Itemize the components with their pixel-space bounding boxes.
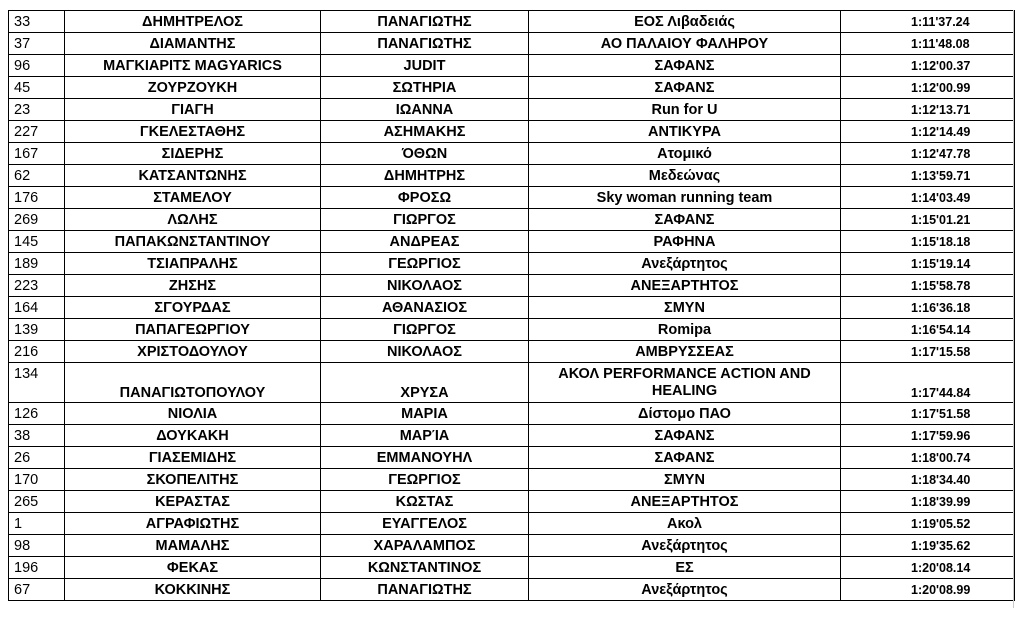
finish-time-cell: 1:12'00.37 bbox=[841, 55, 1015, 77]
club-cell: ΣΑΦΑΝΣ bbox=[529, 447, 841, 469]
last-name-cell: ΚΑΤΣΑΝΤΩΝΗΣ bbox=[65, 165, 321, 187]
club-cell: ΕΣ bbox=[529, 557, 841, 579]
club-cell: ΣΑΦΑΝΣ bbox=[529, 425, 841, 447]
table-row bbox=[9, 33, 1015, 55]
bib-number-cell: 196 bbox=[9, 557, 65, 579]
finish-time-cell: 1:12'00.99 bbox=[841, 77, 1015, 99]
club-cell: Ανεξάρτητος bbox=[529, 253, 841, 275]
last-name-cell: ΣΚΟΠΕΛΙΤΗΣ bbox=[65, 469, 321, 491]
bib-number-cell: 98 bbox=[9, 535, 65, 557]
first-name-cell: ΦΡΟΣΩ bbox=[321, 187, 529, 209]
table-row bbox=[9, 425, 1015, 447]
table-row bbox=[9, 11, 1015, 33]
bib-number-cell: 134 bbox=[9, 363, 65, 403]
first-name-cell: ΓΙΩΡΓΟΣ bbox=[321, 209, 529, 231]
table-row bbox=[9, 319, 1015, 341]
first-name-cell: ΓΕΩΡΓΙΟΣ bbox=[321, 253, 529, 275]
bib-number-cell: 139 bbox=[9, 319, 65, 341]
bib-number-cell: 26 bbox=[9, 447, 65, 469]
first-name-cell: ΝΙΚΟΛΑΟΣ bbox=[321, 341, 529, 363]
bib-number-cell: 96 bbox=[9, 55, 65, 77]
table-row bbox=[9, 99, 1015, 121]
finish-time-cell: 1:18'34.40 bbox=[841, 469, 1015, 491]
club-cell: ΣΑΦΑΝΣ bbox=[529, 209, 841, 231]
finish-time-cell: 1:11'48.08 bbox=[841, 33, 1015, 55]
finish-time-cell: 1:18'39.99 bbox=[841, 491, 1015, 513]
last-name-cell: ΓΙΑΓΗ bbox=[65, 99, 321, 121]
table-row bbox=[9, 363, 1015, 403]
bib-number-cell: 269 bbox=[9, 209, 65, 231]
first-name-cell: JUDIT bbox=[321, 55, 529, 77]
bib-number-cell: 145 bbox=[9, 231, 65, 253]
bib-number-cell: 265 bbox=[9, 491, 65, 513]
club-cell: ΣΑΦΑΝΣ bbox=[529, 77, 841, 99]
bib-number-cell: 189 bbox=[9, 253, 65, 275]
first-name-cell: ΕΥΑΓΓΕΛΟΣ bbox=[321, 513, 529, 535]
results-sheet bbox=[8, 10, 1015, 601]
bib-number-cell: 170 bbox=[9, 469, 65, 491]
first-name-cell: ΌΘΩΝ bbox=[321, 143, 529, 165]
table-row bbox=[9, 55, 1015, 77]
last-name-cell: ΤΣΙΑΠΡΑΛΗΣ bbox=[65, 253, 321, 275]
finish-time-cell: 1:16'36.18 bbox=[841, 297, 1015, 319]
first-name-cell: ΠΑΝΑΓΙΩΤΗΣ bbox=[321, 579, 529, 601]
bib-number-cell: 67 bbox=[9, 579, 65, 601]
table-row bbox=[9, 253, 1015, 275]
finish-time-cell: 1:12'14.49 bbox=[841, 121, 1015, 143]
bib-number-cell: 62 bbox=[9, 165, 65, 187]
table-row bbox=[9, 231, 1015, 253]
table-row bbox=[9, 535, 1015, 557]
club-cell: Ανεξάρτητος bbox=[529, 579, 841, 601]
first-name-cell: ΧΡΥΣΑ bbox=[321, 363, 529, 403]
finish-time-cell: 1:15'58.78 bbox=[841, 275, 1015, 297]
bib-number-cell: 37 bbox=[9, 33, 65, 55]
bib-number-cell: 216 bbox=[9, 341, 65, 363]
table-row bbox=[9, 491, 1015, 513]
table-row bbox=[9, 469, 1015, 491]
finish-time-cell: 1:17'44.84 bbox=[841, 363, 1015, 403]
last-name-cell: ΠΑΠΑΓΕΩΡΓΙΟΥ bbox=[65, 319, 321, 341]
last-name-cell: ΣΙΔΕΡΗΣ bbox=[65, 143, 321, 165]
finish-time-cell: 1:19'05.52 bbox=[841, 513, 1015, 535]
bib-number-cell: 45 bbox=[9, 77, 65, 99]
table-row bbox=[9, 341, 1015, 363]
last-name-cell: ΚΟΚΚΙΝΗΣ bbox=[65, 579, 321, 601]
finish-time-cell: 1:14'03.49 bbox=[841, 187, 1015, 209]
club-cell: Μεδεώνας bbox=[529, 165, 841, 187]
table-row bbox=[9, 209, 1015, 231]
last-name-cell: ΠΑΝΑΓΙΩΤΟΠΟΥΛΟΥ bbox=[65, 363, 321, 403]
first-name-cell: ΝΙΚΟΛΑΟΣ bbox=[321, 275, 529, 297]
last-name-cell: ΣΓΟΥΡΔΑΣ bbox=[65, 297, 321, 319]
results-table bbox=[8, 10, 1015, 601]
last-name-cell: ΔΟΥΚΑΚΗ bbox=[65, 425, 321, 447]
finish-time-cell: 1:15'18.18 bbox=[841, 231, 1015, 253]
table-row bbox=[9, 579, 1015, 601]
club-cell: ΑΚΟΛ PERFORMANCE ACTION AND HEALING bbox=[529, 363, 841, 403]
bib-number-cell: 223 bbox=[9, 275, 65, 297]
table-row bbox=[9, 403, 1015, 425]
finish-time-cell: 1:13'59.71 bbox=[841, 165, 1015, 187]
last-name-cell: ΔΙΑΜΑΝΤΗΣ bbox=[65, 33, 321, 55]
first-name-cell: ΓΕΩΡΓΙΟΣ bbox=[321, 469, 529, 491]
finish-time-cell: 1:16'54.14 bbox=[841, 319, 1015, 341]
bib-number-cell: 1 bbox=[9, 513, 65, 535]
last-name-cell: ΧΡΙΣΤΟΔΟΥΛΟΥ bbox=[65, 341, 321, 363]
bib-number-cell: 23 bbox=[9, 99, 65, 121]
finish-time-cell: 1:15'01.21 bbox=[841, 209, 1015, 231]
club-cell: Run for U bbox=[529, 99, 841, 121]
finish-time-cell: 1:17'51.58 bbox=[841, 403, 1015, 425]
club-cell: Ανεξάρτητος bbox=[529, 535, 841, 557]
club-cell: ΣΜΥΝ bbox=[529, 469, 841, 491]
last-name-cell: ΜΑΜΑΛΗΣ bbox=[65, 535, 321, 557]
last-name-cell: ΦΕΚΑΣ bbox=[65, 557, 321, 579]
last-name-cell: ΠΑΠΑΚΩΝΣΤΑΝΤΙΝΟΥ bbox=[65, 231, 321, 253]
last-name-cell: ΓΚΕΛΕΣΤΑΘΗΣ bbox=[65, 121, 321, 143]
first-name-cell: ΜΑΡΊΑ bbox=[321, 425, 529, 447]
table-row bbox=[9, 275, 1015, 297]
last-name-cell: ΖΟΥΡΖΟΥΚΗ bbox=[65, 77, 321, 99]
first-name-cell: ΚΩΣΤΑΣ bbox=[321, 491, 529, 513]
first-name-cell: ΓΙΩΡΓΟΣ bbox=[321, 319, 529, 341]
finish-time-cell: 1:15'19.14 bbox=[841, 253, 1015, 275]
last-name-cell: ΖΗΣΗΣ bbox=[65, 275, 321, 297]
first-name-cell: ΚΩΝΣΤΑΝΤΙΝΟΣ bbox=[321, 557, 529, 579]
bib-number-cell: 227 bbox=[9, 121, 65, 143]
finish-time-cell: 1:17'59.96 bbox=[841, 425, 1015, 447]
bib-number-cell: 176 bbox=[9, 187, 65, 209]
first-name-cell: ΑΝΔΡΕΑΣ bbox=[321, 231, 529, 253]
table-row bbox=[9, 165, 1015, 187]
bib-number-cell: 164 bbox=[9, 297, 65, 319]
club-cell: Sky woman running team bbox=[529, 187, 841, 209]
last-name-cell: ΚΕΡΑΣΤΑΣ bbox=[65, 491, 321, 513]
table-row bbox=[9, 143, 1015, 165]
first-name-cell: ΠΑΝΑΓΙΩΤΗΣ bbox=[321, 11, 529, 33]
club-cell: ΑΝΕΞΑΡΤΗΤΟΣ bbox=[529, 491, 841, 513]
first-name-cell: ΑΣΗΜΑΚΗΣ bbox=[321, 121, 529, 143]
finish-time-cell: 1:11'37.24 bbox=[841, 11, 1015, 33]
club-cell: ΑΝΕΞΑΡΤΗΤΟΣ bbox=[529, 275, 841, 297]
page-edge-divider bbox=[1013, 10, 1014, 608]
first-name-cell: ΔΗΜΗΤΡΗΣ bbox=[321, 165, 529, 187]
finish-time-cell: 1:12'13.71 bbox=[841, 99, 1015, 121]
last-name-cell: ΑΓΡΑΦΙΩΤΗΣ bbox=[65, 513, 321, 535]
first-name-cell: ΜΑΡΙΑ bbox=[321, 403, 529, 425]
table-row bbox=[9, 557, 1015, 579]
last-name-cell: ΣΤΑΜΕΛΟΥ bbox=[65, 187, 321, 209]
finish-time-cell: 1:20'08.14 bbox=[841, 557, 1015, 579]
bib-number-cell: 33 bbox=[9, 11, 65, 33]
club-cell: ΑΟ ΠΑΛΑΙΟΥ ΦΑΛΗΡΟΥ bbox=[529, 33, 841, 55]
last-name-cell: ΓΙΑΣΕΜΙΔΗΣ bbox=[65, 447, 321, 469]
table-row bbox=[9, 513, 1015, 535]
first-name-cell: ΑΘΑΝΑΣΙΟΣ bbox=[321, 297, 529, 319]
first-name-cell: ΧΑΡΑΛΑΜΠΟΣ bbox=[321, 535, 529, 557]
table-row bbox=[9, 187, 1015, 209]
last-name-cell: ΜΑΓΚΙΑΡΙΤΣ MAGYARICS bbox=[65, 55, 321, 77]
club-cell: Romipa bbox=[529, 319, 841, 341]
table-row bbox=[9, 447, 1015, 469]
club-cell: ΡΑΦΗΝΑ bbox=[529, 231, 841, 253]
finish-time-cell: 1:12'47.78 bbox=[841, 143, 1015, 165]
results-table-body bbox=[9, 11, 1015, 601]
table-row bbox=[9, 77, 1015, 99]
bib-number-cell: 167 bbox=[9, 143, 65, 165]
finish-time-cell: 1:18'00.74 bbox=[841, 447, 1015, 469]
bib-number-cell: 126 bbox=[9, 403, 65, 425]
last-name-cell: ΝΙΟΛΙΑ bbox=[65, 403, 321, 425]
club-cell: ΣΜΥΝ bbox=[529, 297, 841, 319]
club-cell: ΕΟΣ Λιβαδειάς bbox=[529, 11, 841, 33]
first-name-cell: ΕΜΜΑΝΟΥΗΛ bbox=[321, 447, 529, 469]
last-name-cell: ΛΩΛΗΣ bbox=[65, 209, 321, 231]
table-row bbox=[9, 297, 1015, 319]
bib-number-cell: 38 bbox=[9, 425, 65, 447]
club-cell: ΑΜΒΡΥΣΣΕΑΣ bbox=[529, 341, 841, 363]
table-row bbox=[9, 121, 1015, 143]
first-name-cell: ΠΑΝΑΓΙΩΤΗΣ bbox=[321, 33, 529, 55]
first-name-cell: ΙΩΑΝΝΑ bbox=[321, 99, 529, 121]
club-cell: ΑΝΤΙΚΥΡΑ bbox=[529, 121, 841, 143]
club-cell: Ατομικό bbox=[529, 143, 841, 165]
first-name-cell: ΣΩΤΗΡΙΑ bbox=[321, 77, 529, 99]
club-cell: Δίστομο ΠΑΟ bbox=[529, 403, 841, 425]
finish-time-cell: 1:20'08.99 bbox=[841, 579, 1015, 601]
club-cell: ΣΑΦΑΝΣ bbox=[529, 55, 841, 77]
finish-time-cell: 1:19'35.62 bbox=[841, 535, 1015, 557]
last-name-cell: ΔΗΜΗΤΡΕΛΟΣ bbox=[65, 11, 321, 33]
finish-time-cell: 1:17'15.58 bbox=[841, 341, 1015, 363]
club-cell: Ακολ bbox=[529, 513, 841, 535]
